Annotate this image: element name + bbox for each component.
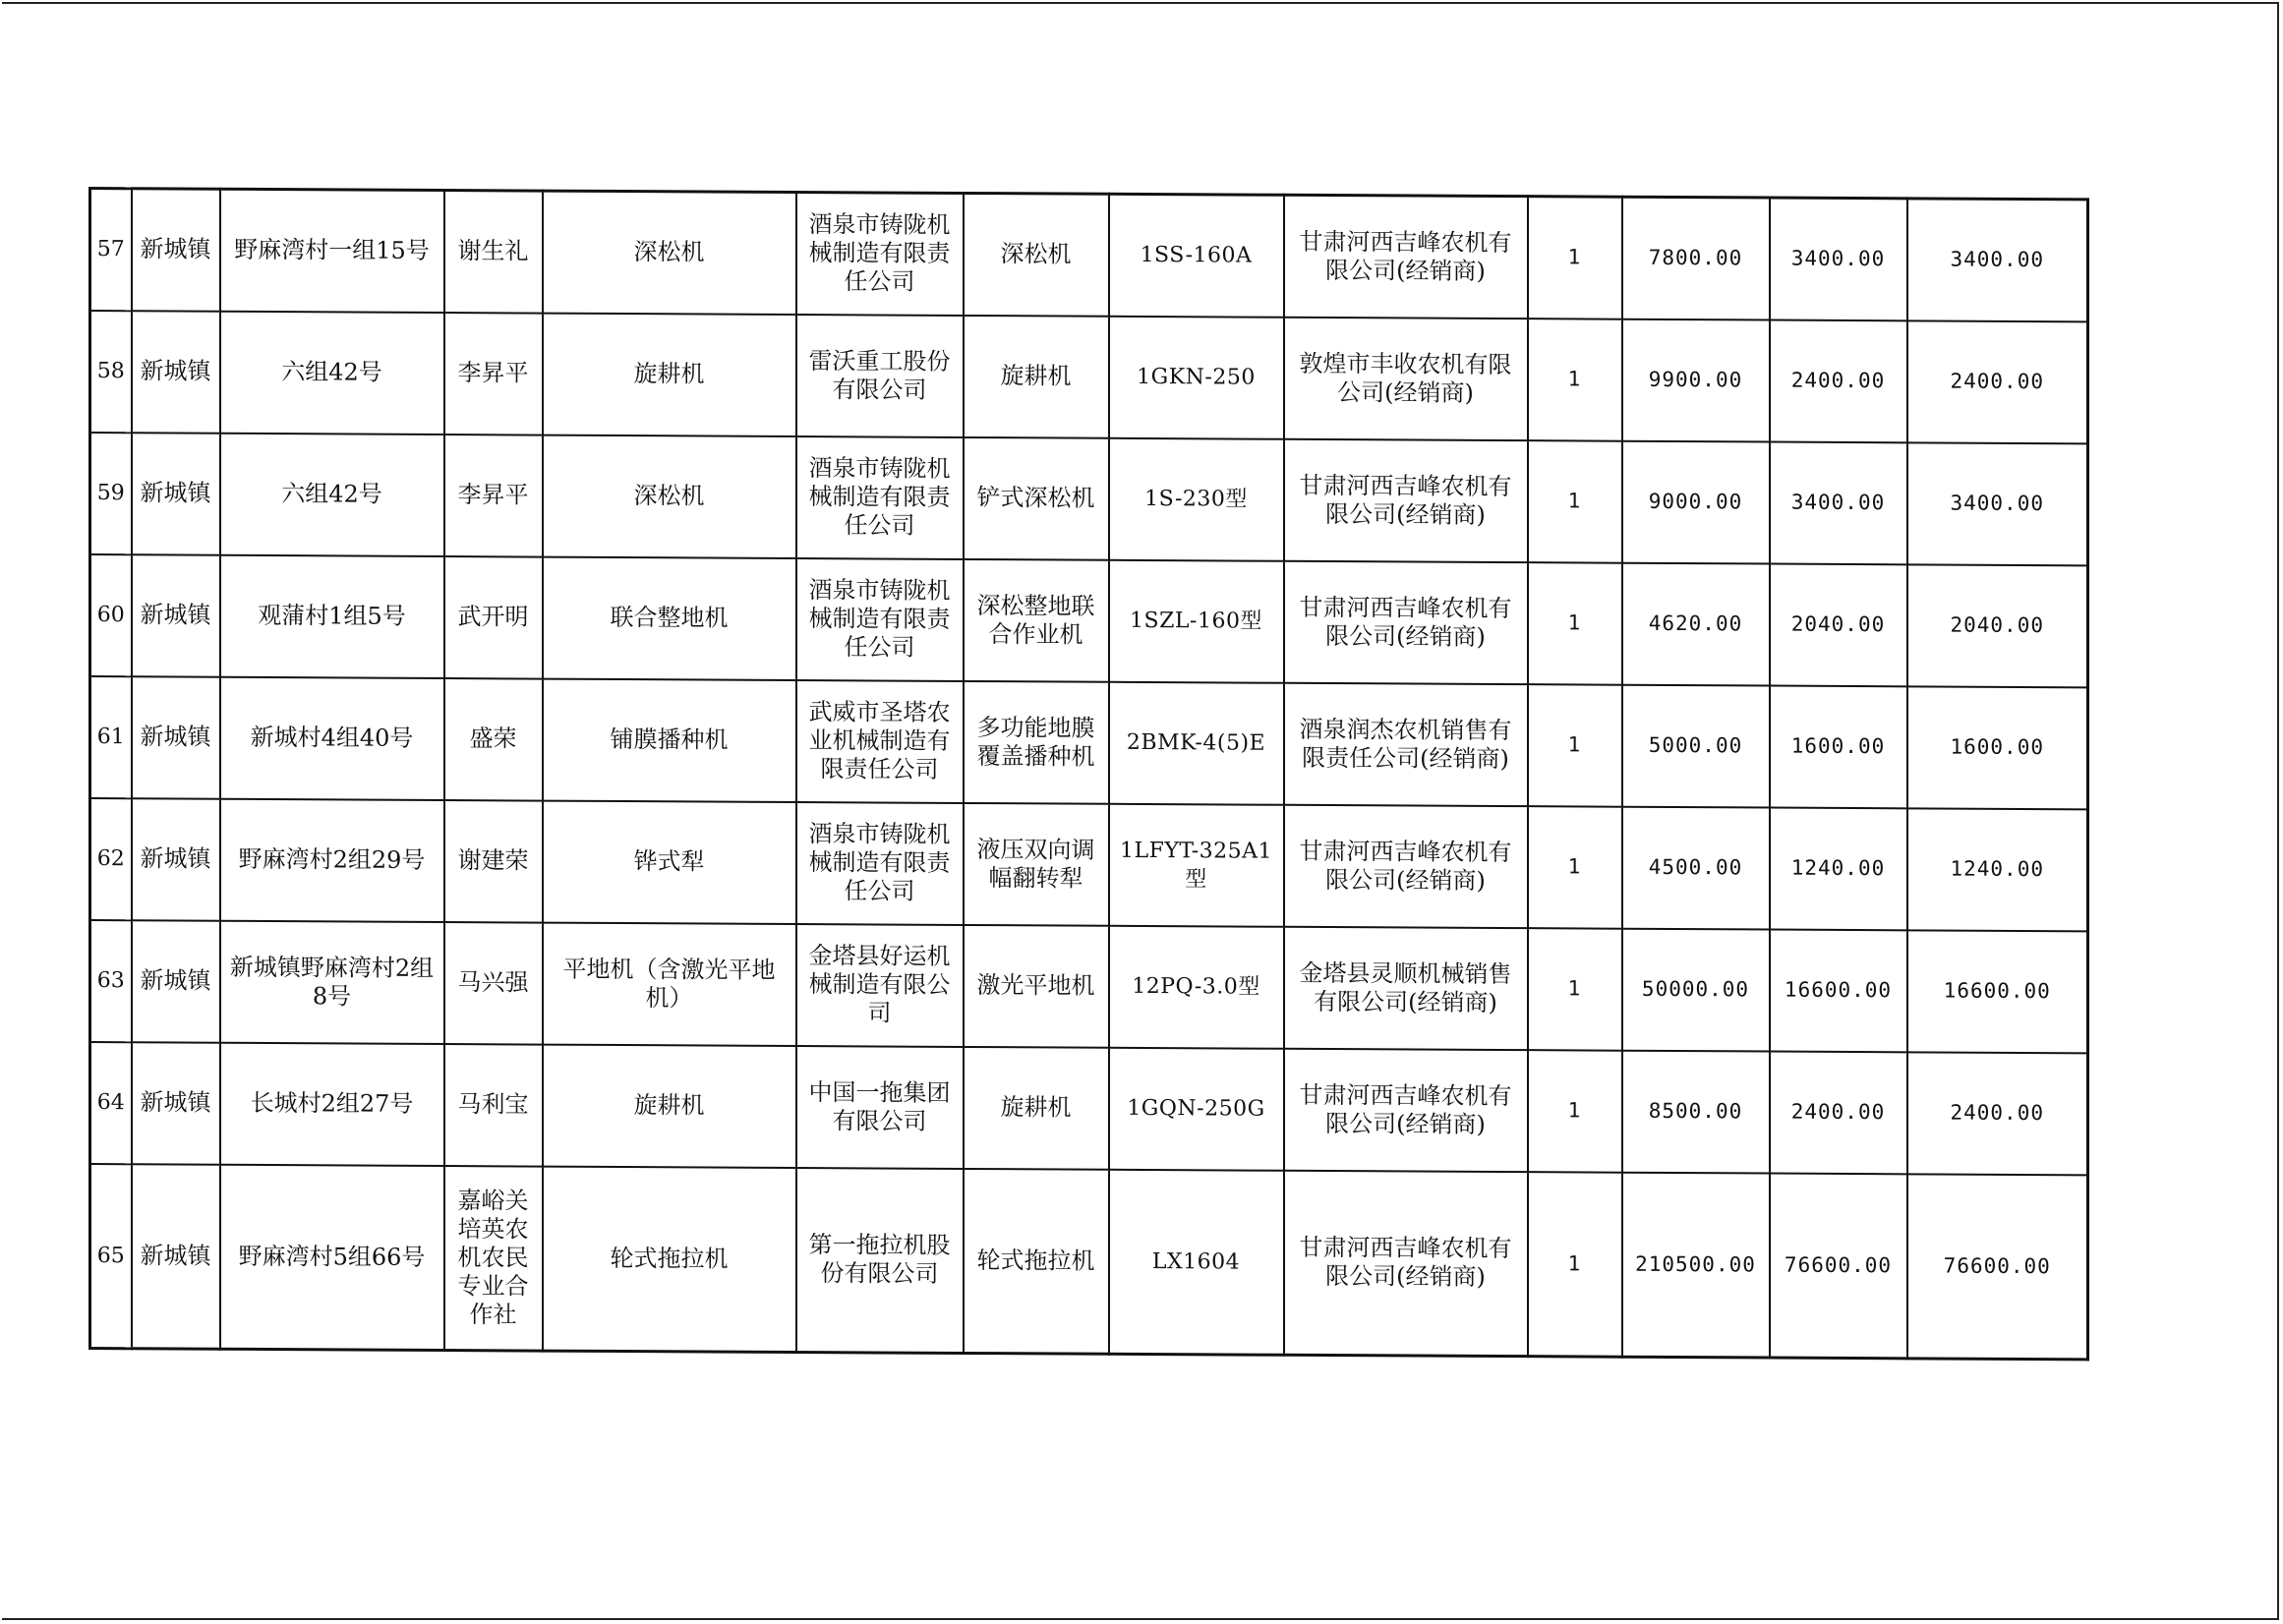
buyer-cell: 马利宝 [444,1044,543,1167]
row-number: 57 [90,189,132,311]
product-cell: 多功能地膜覆盖播种机 [964,680,1109,803]
table-row [90,311,2088,443]
category-cell: 深松机 [543,435,796,557]
quantity-cell: 1 [1528,806,1622,929]
total-subsidy-cell: 16600.00 [1907,930,2088,1053]
table-row [90,1164,2088,1360]
table-row [90,554,2088,687]
table-row [90,1042,2088,1175]
address-cell: 观蒲村1组5号 [220,554,444,677]
town-cell: 新城镇 [132,798,220,921]
price-cell: 4620.00 [1622,562,1770,685]
town-cell: 新城镇 [132,1042,220,1165]
product-cell: 轮式拖拉机 [964,1168,1109,1354]
row-number: 62 [90,798,132,920]
price-cell: 9900.00 [1622,319,1770,441]
buyer-cell: 武开明 [444,556,543,679]
dealer-cell: 甘肃河西吉峰农机有限公司(经销商) [1284,438,1528,561]
address-cell: 六组42号 [220,311,444,434]
total-subsidy-cell: 2040.00 [1907,564,2088,687]
unit-subsidy-cell: 1240.00 [1770,807,1907,930]
model-cell: 1GQN-250G [1109,1047,1284,1170]
table-row [90,920,2088,1053]
buyer-cell: 盛荣 [444,678,543,801]
model-cell: 1GKN-250 [1109,316,1284,438]
category-cell: 旋耕机 [543,313,796,435]
address-cell: 新城镇野麻湾村2组8号 [220,920,444,1043]
dealer-cell: 金塔县灵顺机械销售有限公司(经销商) [1284,926,1528,1049]
unit-subsidy-cell: 2040.00 [1770,563,1907,686]
product-cell: 深松机 [964,193,1109,316]
quantity-cell: 1 [1528,928,1622,1051]
table-row [90,798,2088,931]
category-cell: 铧式犁 [543,800,796,923]
buyer-cell: 马兴强 [444,922,543,1045]
town-cell: 新城镇 [132,554,220,677]
unit-subsidy-cell: 16600.00 [1770,929,1907,1052]
category-cell: 平地机（含激光平地机） [543,922,796,1045]
quantity-cell: 1 [1528,1050,1622,1173]
model-cell: LX1604 [1109,1169,1284,1355]
unit-subsidy-cell: 2400.00 [1770,1051,1907,1174]
row-number: 61 [90,676,132,798]
table-row [90,189,2088,321]
row-number: 63 [90,920,132,1042]
table-row [90,433,2088,565]
quantity-cell: 1 [1528,1172,1622,1358]
manufacturer-cell: 酒泉市铸陇机械制造有限责任公司 [796,436,964,559]
category-cell: 铺膜播种机 [543,678,796,801]
total-subsidy-cell: 3400.00 [1907,199,2088,321]
town-cell: 新城镇 [132,189,220,312]
dealer-cell: 酒泉润杰农机销售有限责任公司(经销商) [1284,682,1528,805]
dealer-cell: 甘肃河西吉峰农机有限公司(经销商) [1284,1170,1528,1356]
quantity-cell: 1 [1528,319,1622,441]
scanned-document [88,187,2086,1361]
model-cell: 12PQ-3.0型 [1109,925,1284,1048]
total-subsidy-cell: 2400.00 [1907,1052,2088,1175]
total-subsidy-cell: 1240.00 [1907,808,2088,931]
buyer-cell: 谢生礼 [444,191,543,314]
town-cell: 新城镇 [132,1164,220,1350]
row-number: 64 [90,1042,132,1164]
address-cell: 长城村2组27号 [220,1042,444,1165]
town-cell: 新城镇 [132,676,220,799]
unit-subsidy-cell: 1600.00 [1770,685,1907,808]
model-cell: 1SZL-160型 [1109,559,1284,682]
manufacturer-cell: 中国一拖集团有限公司 [796,1046,964,1169]
price-cell: 8500.00 [1622,1050,1770,1173]
model-cell: 1S-230型 [1109,437,1284,560]
model-cell: 1LFYT-325A1型 [1109,803,1284,926]
unit-subsidy-cell: 2400.00 [1770,319,1907,442]
total-subsidy-cell: 76600.00 [1907,1174,2088,1360]
product-cell: 深松整地联合作业机 [964,558,1109,681]
town-cell: 新城镇 [132,311,220,434]
manufacturer-cell: 武威市圣塔农业机械制造有限责任公司 [796,680,964,803]
total-subsidy-cell: 1600.00 [1907,686,2088,809]
category-cell: 轮式拖拉机 [543,1166,796,1352]
manufacturer-cell: 金塔县好运机械制造有限公司 [796,924,964,1047]
dealer-cell: 甘肃河西吉峰农机有限公司(经销商) [1284,1048,1528,1171]
price-cell: 4500.00 [1622,806,1770,929]
unit-subsidy-cell: 3400.00 [1770,441,1907,564]
dealer-cell: 甘肃河西吉峰农机有限公司(经销商) [1284,560,1528,683]
town-cell: 新城镇 [132,433,220,555]
address-cell: 野麻湾村一组15号 [220,189,444,312]
price-cell: 5000.00 [1622,684,1770,807]
manufacturer-cell: 雷沃重工股份有限公司 [796,315,964,437]
row-number: 58 [90,311,132,433]
manufacturer-cell: 第一拖拉机股份有限公司 [796,1168,964,1354]
row-number: 59 [90,433,132,554]
dealer-cell: 敦煌市丰收农机有限公司(经销商) [1284,317,1528,439]
category-cell: 联合整地机 [543,556,796,679]
unit-subsidy-cell: 3400.00 [1770,198,1907,320]
category-cell: 旋耕机 [543,1044,796,1167]
model-cell: 2BMK-4(5)E [1109,681,1284,804]
manufacturer-cell: 酒泉市铸陇机械制造有限责任公司 [796,802,964,925]
model-cell: 1SS-160A [1109,194,1284,317]
manufacturer-cell: 酒泉市铸陇机械制造有限责任公司 [796,193,964,316]
manufacturer-cell: 酒泉市铸陇机械制造有限责任公司 [796,558,964,681]
address-cell: 野麻湾村5组66号 [220,1164,444,1350]
buyer-cell: 嘉峪关培英农机农民专业合作社 [444,1166,543,1352]
buyer-cell: 李昇平 [444,313,543,435]
price-cell: 7800.00 [1622,197,1770,319]
product-cell: 旋耕机 [964,1046,1109,1169]
buyer-cell: 李昇平 [444,435,543,557]
address-cell: 野麻湾村2组29号 [220,798,444,921]
row-number: 60 [90,554,132,676]
total-subsidy-cell: 3400.00 [1907,442,2088,565]
quantity-cell: 1 [1528,684,1622,807]
product-cell: 液压双向调幅翻转犁 [964,802,1109,925]
price-cell: 9000.00 [1622,440,1770,563]
dealer-cell: 甘肃河西吉峰农机有限公司(经销商) [1284,804,1528,927]
unit-subsidy-cell: 76600.00 [1770,1173,1907,1359]
table-row [90,676,2088,809]
price-cell: 50000.00 [1622,928,1770,1051]
price-cell: 210500.00 [1622,1172,1770,1358]
category-cell: 深松机 [543,191,796,314]
quantity-cell: 1 [1528,562,1622,685]
quantity-cell: 1 [1528,440,1622,563]
address-cell: 六组42号 [220,433,444,555]
total-subsidy-cell: 2400.00 [1907,320,2088,443]
buyer-cell: 谢建荣 [444,800,543,923]
product-cell: 旋耕机 [964,315,1109,437]
quantity-cell: 1 [1528,197,1622,319]
product-cell: 铲式深松机 [964,436,1109,559]
row-number: 65 [90,1164,132,1349]
product-cell: 激光平地机 [964,924,1109,1047]
town-cell: 新城镇 [132,920,220,1043]
dealer-cell: 甘肃河西吉峰农机有限公司(经销商) [1284,195,1528,318]
address-cell: 新城村4组40号 [220,676,444,799]
subsidy-table [88,187,2089,1361]
